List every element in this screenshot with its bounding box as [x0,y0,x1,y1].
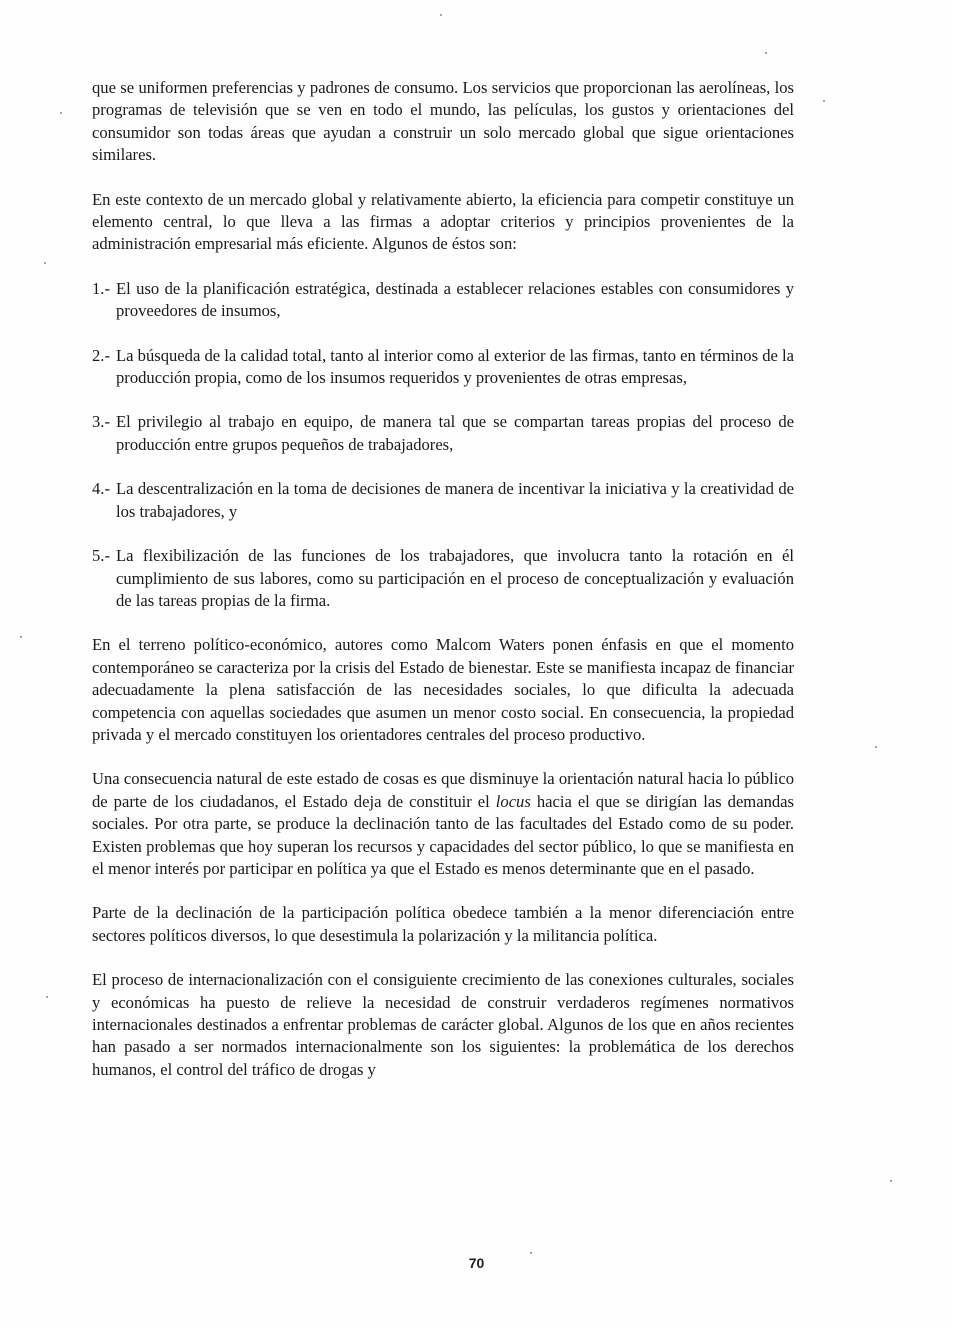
page-body [92,77,794,1103]
list-item [92,478,794,523]
scan-speck [44,262,46,264]
paragraph-consequence-end: hacia el que se dirigían las demandas sociales. Por otra parte, se produce la declinación tanto de las facultades del Estado como de su poder. Existen problemas que hoy superan los recursos y capacidades del sector público, lo que se manifiesta en el menor interés por participar en política ya que el Estado es menos determinante que en el pasado. [92,791,794,878]
list-item [92,411,794,456]
list-item [92,278,794,323]
list-item-text: La descentralización en la toma de decisiones de manera de incentivar la iniciativa y la creatividad de los trabajadores, y [116,479,794,521]
list-item [92,345,794,390]
paragraph-consequence [92,768,794,880]
scan-speck [46,996,48,998]
scan-speck [530,1252,532,1254]
principles-list [92,278,794,612]
scan-speck [440,14,442,16]
page-number: 70 [468,1255,485,1271]
list-item-number: 2.- [92,345,110,365]
list-item-number: 1.- [92,278,110,298]
scan-speck [765,52,767,54]
scan-speck [60,112,62,114]
paragraph-consequence-italic: locus [495,791,531,811]
list-item-number: 4.- [92,479,110,499]
paragraph-internationalization: El proceso de internacionalización con el consiguiente crecimiento de las conexiones culturales, sociales y económicas ha puesto de relieve la necesidad de construir verdaderos regímenes normativos internacionales destinados a enfrentar problemas de carácter global. Algunos de los que en años recientes han pasado a ser normados internacionalmente son los siguientes: la problemática de los derechos humanos, el control del tráfico de drogas y [92,970,794,1079]
paragraph-global-market: En este contexto de un mercado global y relativamente abierto, la eficiencia para competir constituye un elemento central, lo que lleva a las firmas a adoptar criterios y principios provenientes de la administración empresarial más eficiente. Algunos de éstos son: [92,189,794,254]
paragraph-consumption: que se uniformen preferencias y padrones de consumo. Los servicios que proporcionan las aerolíneas, los programas de televisión que se ven en todo el mundo, las películas, los gustos y orientaciones del consumidor son todas áreas que ayudan a construir un solo mercado global que sigue orientaciones similares. [92,78,794,165]
scan-speck [20,636,22,638]
list-item-number: 3.- [92,412,110,432]
list-item-text: La búsqueda de la calidad total, tanto al interior como al exterior de las firmas, tanto en términos de la producción propia, como de los insumos requeridos y provenientes de otras empresas, [116,345,794,388]
paragraph-participation: Parte de la declinación de la participación política obedece también a la menor diferenciación entre sectores políticos diversos, lo que desestimula la polarización y la militancia política. [92,903,794,945]
list-item-text: El privilegio al trabajo en equipo, de manera tal que se compartan tareas propias del proceso de producción entre grupos pequeños de trabajadores, [116,412,794,454]
scan-speck [875,746,877,748]
paragraph-political-economic: En el terreno político-económico, autores como Malcom Waters ponen énfasis en que el momento contemporáneo se caracteriza por la crisis del Estado de bienestar. Este se manifiesta incapaz de financiar adecuadamente la plena satisfacción de las necesidades sociales, lo que dificulta la adecuada competencia con aquellas sociedades que asumen un menor costo social. En consecuencia, la propiedad privada y el mercado constituyen los orientadores centrales del proceso productivo. [92,635,794,744]
list-item [92,545,794,612]
list-item-text: La flexibilización de las funciones de los trabajadores, que involucra tanto la rotación en él cumplimiento de sus labores, como su participación en el proceso de conceptualización y evaluación de las tareas propias de la firma. [116,546,794,610]
list-item-text: El uso de la planificación estratégica, destinada a establecer relaciones estables con consumidores y proveedores de insumos, [116,278,794,321]
list-item-number: 5.- [92,546,110,566]
paragraph-consequence-start: Una consecuencia natural de este estado de cosas es que disminuye la orientación natural hacia lo público de parte de los ciudadanos, el Estado deja de constituir el [92,769,794,811]
scan-speck [890,1180,892,1182]
scan-speck [823,100,825,102]
